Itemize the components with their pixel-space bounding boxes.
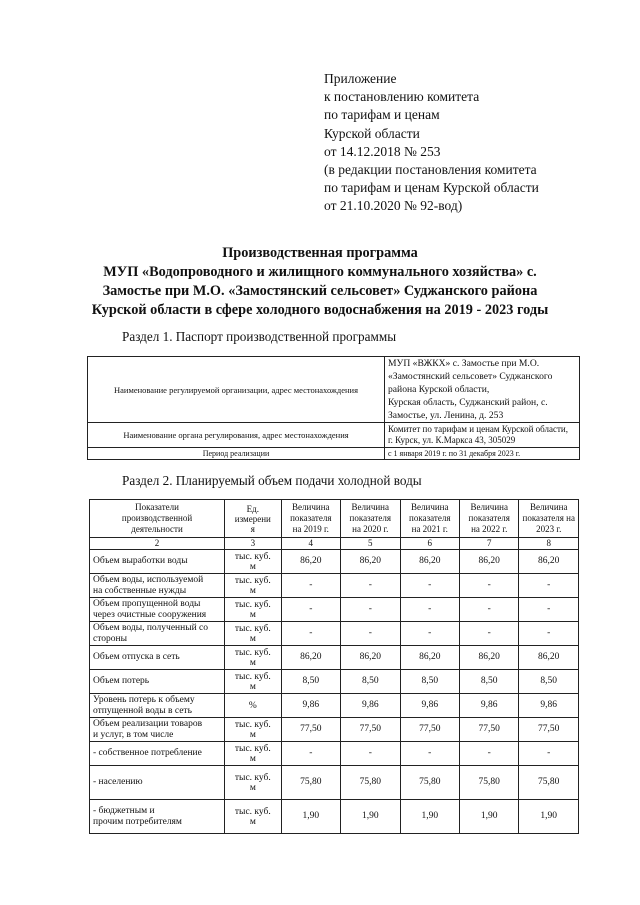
unit-line: м — [249, 816, 256, 827]
title-line: Замостье при М.О. «Замостянский сельсовет» Суджанского района — [102, 283, 538, 299]
title-line: МУП «Водопроводного и жилищного коммунального хозяйства» с. — [103, 264, 537, 280]
indicator-name — [90, 550, 225, 574]
unit-cell — [225, 694, 281, 718]
value-cell: - — [400, 598, 459, 622]
unit-cell — [225, 670, 281, 694]
value-cell: 77,50 — [341, 718, 400, 742]
passport-value-line: Курская область, Суджанский район, с. — [388, 397, 548, 408]
header-line: Величина — [351, 502, 389, 512]
indicator-name — [90, 742, 225, 766]
value-cell: 75,80 — [519, 766, 579, 800]
column-number: 2 — [90, 538, 225, 550]
unit-cell — [225, 550, 281, 574]
value-cell: 86,20 — [519, 550, 579, 574]
indicator-name — [90, 574, 225, 598]
indicator-name — [90, 598, 225, 622]
table-row — [90, 718, 579, 742]
section2-heading: Раздел 2. Планируемый объем подачи холодной воды — [122, 473, 422, 488]
value-cell: - — [341, 622, 400, 646]
passport-value-line: района Курской области, — [388, 384, 490, 395]
unit-line: тыс. куб. — [234, 551, 271, 562]
name-line: Объем воды, полученный со — [93, 622, 209, 633]
value-cell: - — [281, 622, 340, 646]
header-line: Показатели — [135, 502, 179, 512]
value-cell: 86,20 — [341, 646, 400, 670]
indicator-name — [90, 670, 225, 694]
value-cell: 77,50 — [281, 718, 340, 742]
approval-line: (в редакции постановления комитета — [324, 162, 537, 178]
document-title — [0, 244, 640, 320]
name-line: - собственное потребление — [93, 748, 202, 758]
unit-line: % — [248, 700, 257, 711]
unit-line: м — [249, 609, 256, 620]
header-year — [519, 500, 579, 538]
value-cell: 77,50 — [460, 718, 519, 742]
value-cell: - — [281, 598, 340, 622]
header-line: Ед. — [246, 503, 259, 514]
value-cell: - — [460, 622, 519, 646]
unit-cell — [225, 800, 281, 834]
header-line: Величина — [411, 502, 449, 512]
value-cell: 8,50 — [519, 670, 579, 694]
title-line: Курской области в сфере холодного водоснабжения на 2019 - 2023 годы — [91, 302, 549, 318]
name-line: Объем выработки воды — [93, 556, 188, 566]
approval-line: от 14.12.2018 № 253 — [324, 143, 441, 159]
value-cell: - — [400, 742, 459, 766]
approval-line: к постановлению комитета — [324, 89, 480, 105]
name-line: Объем пропущенной воды — [93, 598, 201, 609]
column-number: 7 — [460, 538, 519, 550]
column-number-row — [90, 538, 579, 550]
table-row — [90, 742, 579, 766]
value-cell: - — [519, 622, 579, 646]
unit-line: м — [249, 561, 256, 572]
value-cell: 86,20 — [460, 550, 519, 574]
header-line: деятельности — [131, 524, 183, 534]
header-line: я — [250, 523, 255, 534]
table-row — [90, 622, 579, 646]
name-line: прочим потребителям — [93, 816, 182, 827]
header-line: на 2022 г. — [471, 524, 508, 534]
value-cell: - — [341, 598, 400, 622]
approval-line: Приложение — [324, 71, 397, 86]
passport-value-line: г. Курск, ул. К.Маркса 43, 305029 — [388, 435, 516, 445]
value-cell: 86,20 — [519, 646, 579, 670]
indicator-name — [90, 766, 225, 800]
approval-line: по тарифам и ценам Курской области — [324, 180, 539, 196]
header-line: Величина — [530, 502, 568, 512]
unit-line: м — [249, 657, 256, 668]
header-line: показателя — [290, 513, 332, 523]
header-line: Величина — [470, 502, 508, 512]
value-cell: 77,50 — [400, 718, 459, 742]
unit-line: тыс. куб. — [234, 575, 271, 586]
value-cell: - — [400, 622, 459, 646]
unit-cell — [225, 574, 281, 598]
unit-line: м — [249, 585, 256, 596]
header-line: на 2021 г. — [411, 524, 448, 534]
header-line: производственной — [121, 513, 193, 523]
value-cell: 9,86 — [400, 694, 459, 718]
name-line: Объем воды, используемой — [93, 574, 204, 585]
value-cell: 1,90 — [341, 800, 400, 834]
header-line: показателя — [409, 513, 451, 523]
column-number: 8 — [519, 538, 579, 550]
name-line: - бюджетным и — [93, 805, 155, 816]
value-cell: 86,20 — [341, 550, 400, 574]
passport-value — [385, 448, 580, 460]
unit-line: м — [249, 633, 256, 644]
table-row — [90, 646, 579, 670]
table-row — [90, 550, 579, 574]
unit-line: м — [249, 753, 256, 764]
unit-line: тыс. куб. — [234, 772, 271, 783]
value-cell: 1,90 — [400, 800, 459, 834]
value-cell: - — [519, 598, 579, 622]
unit-line: м — [249, 729, 256, 740]
unit-cell — [225, 622, 281, 646]
value-cell: - — [400, 574, 459, 598]
header-line: показателя на — [522, 513, 575, 523]
unit-cell — [225, 598, 281, 622]
value-cell: 8,50 — [400, 670, 459, 694]
value-cell: - — [460, 598, 519, 622]
unit-line: тыс. куб. — [234, 671, 271, 682]
value-cell: 9,86 — [341, 694, 400, 718]
header-line: Величина — [292, 502, 330, 512]
value-cell: 75,80 — [281, 766, 340, 800]
column-number: 4 — [281, 538, 340, 550]
approval-block — [324, 70, 624, 216]
header-line: показателя — [349, 513, 391, 523]
value-cell: 75,80 — [341, 766, 400, 800]
indicator-name — [90, 646, 225, 670]
value-cell: 9,86 — [519, 694, 579, 718]
passport-row — [88, 357, 580, 423]
section1-heading: Раздел 1. Паспорт производственной программы — [122, 329, 397, 344]
name-line: стороны — [93, 633, 127, 644]
unit-line: тыс. куб. — [234, 623, 271, 634]
value-cell: - — [341, 742, 400, 766]
value-cell: 86,20 — [281, 646, 340, 670]
unit-line: м — [249, 782, 256, 793]
header-year — [400, 500, 459, 538]
header-year — [341, 500, 400, 538]
column-number: 5 — [341, 538, 400, 550]
program-table — [89, 499, 579, 834]
column-number: 3 — [225, 538, 281, 550]
unit-cell — [225, 718, 281, 742]
value-cell: - — [519, 574, 579, 598]
name-line: через очистные сооружения — [93, 609, 207, 620]
value-cell: 1,90 — [281, 800, 340, 834]
passport-value-line: Комитет по тарифам и ценам Курской области, — [388, 424, 568, 434]
passport-value — [385, 357, 580, 423]
passport-row — [88, 423, 580, 448]
header-indicator — [90, 500, 225, 538]
value-cell: 9,86 — [281, 694, 340, 718]
value-cell: - — [460, 574, 519, 598]
title-line: Производственная программа — [222, 245, 418, 261]
value-cell: 86,20 — [400, 550, 459, 574]
indicator-name — [90, 622, 225, 646]
value-cell: 8,50 — [460, 670, 519, 694]
passport-label: Период реализации — [88, 448, 385, 460]
passport-value-line: с 1 января 2019 г. по 31 декабря 2023 г. — [388, 449, 521, 458]
passport-label: Наименование органа регулирования, адрес местонахождения — [88, 423, 385, 448]
value-cell: 86,20 — [400, 646, 459, 670]
column-number: 6 — [400, 538, 459, 550]
unit-line: тыс. куб. — [234, 743, 271, 754]
passport-value-line: Замостье, ул. Ленина, д. 253 — [388, 410, 504, 421]
passport-table — [87, 356, 580, 460]
approval-line: от 21.10.2020 № 92-вод) — [324, 198, 463, 214]
table-row — [90, 766, 579, 800]
value-cell: 1,90 — [460, 800, 519, 834]
value-cell: 75,80 — [460, 766, 519, 800]
passport-label: Наименование регулируемой организации, адрес местонахождения — [88, 357, 385, 423]
unit-cell — [225, 646, 281, 670]
name-line: Объем потерь — [93, 676, 150, 686]
unit-line: тыс. куб. — [234, 647, 271, 658]
name-line: на собственные нужды — [93, 585, 187, 596]
value-cell: - — [460, 742, 519, 766]
unit-line: м — [249, 681, 256, 692]
value-cell: - — [519, 742, 579, 766]
value-cell: 8,50 — [341, 670, 400, 694]
header-line: 2023 г. — [536, 524, 562, 534]
table-row — [90, 694, 579, 718]
value-cell: 8,50 — [281, 670, 340, 694]
value-cell: 75,80 — [400, 766, 459, 800]
table-row — [90, 800, 579, 834]
name-line: и услуг, в том числе — [93, 729, 174, 740]
name-line: отпущенной воды в сеть — [93, 705, 192, 716]
table-row — [90, 574, 579, 598]
value-cell: - — [341, 574, 400, 598]
name-line: Объем отпуска в сеть — [93, 652, 180, 662]
table-row — [90, 670, 579, 694]
name-line: Объем реализации товаров — [93, 718, 203, 729]
approval-line: Курской области — [324, 125, 420, 141]
unit-cell — [225, 766, 281, 800]
value-cell: 86,20 — [460, 646, 519, 670]
value-cell: - — [281, 742, 340, 766]
passport-row — [88, 448, 580, 460]
name-line: - населению — [93, 777, 143, 787]
header-year — [281, 500, 340, 538]
value-cell: 77,50 — [519, 718, 579, 742]
header-year — [460, 500, 519, 538]
unit-line: тыс. куб. — [234, 599, 271, 610]
table-row — [90, 598, 579, 622]
indicator-name — [90, 718, 225, 742]
unit-cell — [225, 742, 281, 766]
header-line: измерени — [234, 513, 271, 524]
value-cell: 86,20 — [281, 550, 340, 574]
header-unit — [225, 500, 281, 538]
passport-value — [385, 423, 580, 448]
indicator-name — [90, 800, 225, 834]
name-line: Уровень потерь к объему — [93, 694, 195, 705]
passport-value-line: «Замостянский сельсовет» Суджанского — [388, 371, 553, 382]
indicator-name — [90, 694, 225, 718]
value-cell: 1,90 — [519, 800, 579, 834]
value-cell: - — [281, 574, 340, 598]
passport-value-line: МУП «ВЖКХ» с. Замостье при М.О. — [388, 358, 540, 369]
table-header-row — [90, 500, 579, 538]
header-line: показателя — [468, 513, 510, 523]
header-line: на 2020 г. — [352, 524, 389, 534]
unit-line: тыс. куб. — [234, 806, 271, 817]
value-cell: 9,86 — [460, 694, 519, 718]
unit-line: тыс. куб. — [234, 719, 271, 730]
header-line: на 2019 г. — [292, 524, 329, 534]
approval-line: по тарифам и ценам — [324, 107, 440, 123]
